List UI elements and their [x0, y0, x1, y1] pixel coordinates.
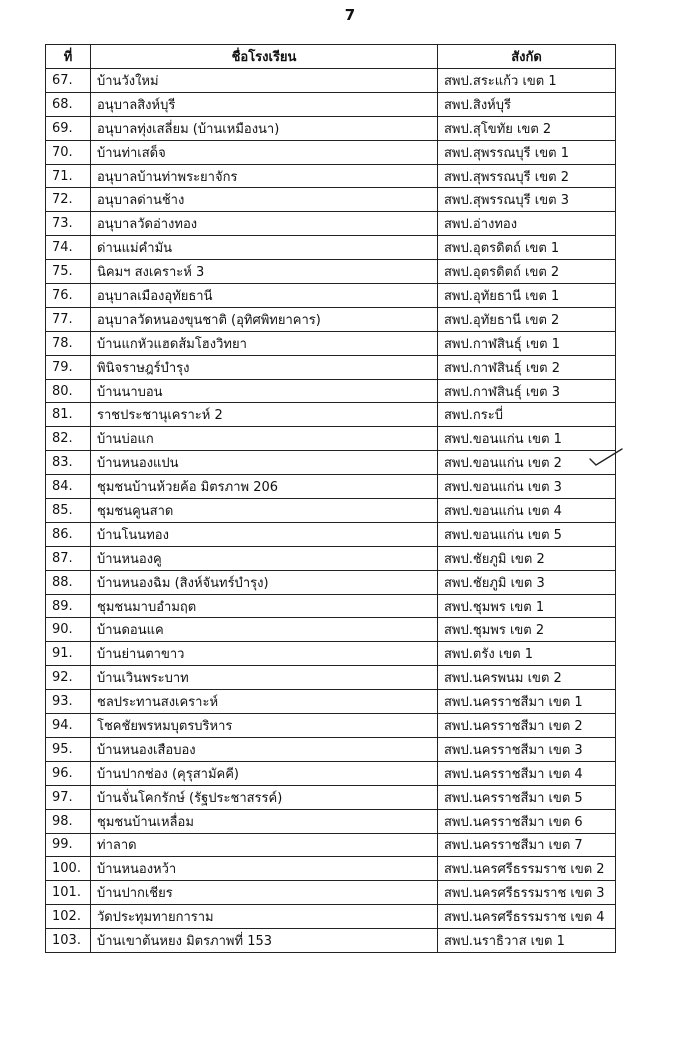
school-affiliation: สพป.นครราชสีมา เขต 2 — [438, 714, 616, 738]
table-row — [46, 475, 616, 499]
school-name: นิคมฯ สงเคราะห์ 3 — [91, 260, 438, 284]
school-name: บ้านแกหัวแฮดส้มโฮงวิทยา — [91, 331, 438, 355]
school-name: ชุมชนบ้านเหลื่อม — [91, 809, 438, 833]
table-row — [46, 188, 616, 212]
table-row — [46, 212, 616, 236]
school-affiliation: สพป.กาฬสินธุ์ เขต 3 — [438, 379, 616, 403]
school-affiliation: สพป.กาฬสินธุ์ เขต 2 — [438, 355, 616, 379]
school-name: อนุบาลสิงห์บุรี — [91, 92, 438, 116]
row-number: 79. — [46, 355, 91, 379]
school-name: อนุบาลด่านช้าง — [91, 188, 438, 212]
checkmark-icon — [588, 447, 624, 467]
school-affiliation: สพป.สุพรรณบุรี เขต 3 — [438, 188, 616, 212]
school-table — [45, 44, 616, 953]
school-name: บ้านนาบอน — [91, 379, 438, 403]
table-row — [46, 522, 616, 546]
row-number: 93. — [46, 690, 91, 714]
school-affiliation: สพป.นครศรีธรรมราช เขต 3 — [438, 881, 616, 905]
school-affiliation: สพป.ขอนแก่น เขต 3 — [438, 475, 616, 499]
table-row — [46, 570, 616, 594]
school-name: บ้านหนองแปน — [91, 451, 438, 475]
row-number: 97. — [46, 785, 91, 809]
table-row — [46, 881, 616, 905]
row-number: 82. — [46, 427, 91, 451]
school-name: บ้านดอนแค — [91, 618, 438, 642]
page-number: 7 — [344, 6, 356, 24]
table-row — [46, 236, 616, 260]
row-number: 80. — [46, 379, 91, 403]
school-name: อนุบาลทุ่งเสลี่ยม (บ้านเหมืองนา) — [91, 116, 438, 140]
table-row — [46, 666, 616, 690]
row-number: 72. — [46, 188, 91, 212]
school-name: อนุบาลวัดอ่างทอง — [91, 212, 438, 236]
row-number: 85. — [46, 499, 91, 523]
school-affiliation: สพป.อุทัยธานี เขต 1 — [438, 284, 616, 308]
school-affiliation: สพป.ชุมพร เขต 2 — [438, 618, 616, 642]
table-row — [46, 451, 616, 475]
school-affiliation: สพป.ขอนแก่น เขต 2 — [438, 451, 616, 475]
row-number: 95. — [46, 737, 91, 761]
school-affiliation: สพป.อ่างทอง — [438, 212, 616, 236]
table-row — [46, 69, 616, 93]
table-row — [46, 403, 616, 427]
table-row — [46, 355, 616, 379]
school-name: ชุมชนมาบอำมฤต — [91, 594, 438, 618]
school-name: บ้านหนองคู — [91, 546, 438, 570]
school-affiliation: สพป.นครศรีธรรมราช เขต 4 — [438, 905, 616, 929]
table-row — [46, 785, 616, 809]
row-number: 68. — [46, 92, 91, 116]
table-row — [46, 857, 616, 881]
row-number: 103. — [46, 929, 91, 953]
row-number: 87. — [46, 546, 91, 570]
row-number: 67. — [46, 69, 91, 93]
school-affiliation: สพป.นครราชสีมา เขต 5 — [438, 785, 616, 809]
table-row — [46, 260, 616, 284]
table-row — [46, 164, 616, 188]
school-name: บ้านปากช่อง (คุรุสามัคคี) — [91, 761, 438, 785]
school-affiliation: สพป.ขอนแก่น เขต 5 — [438, 522, 616, 546]
row-number: 77. — [46, 307, 91, 331]
row-number: 91. — [46, 642, 91, 666]
row-number: 73. — [46, 212, 91, 236]
row-number: 78. — [46, 331, 91, 355]
row-number: 81. — [46, 403, 91, 427]
table-row — [46, 642, 616, 666]
school-affiliation: สพป.สระแก้ว เขต 1 — [438, 69, 616, 93]
school-affiliation: สพป.อุทัยธานี เขต 2 — [438, 307, 616, 331]
row-number: 71. — [46, 164, 91, 188]
school-affiliation: สพป.นราธิวาส เขต 1 — [438, 929, 616, 953]
table-row — [46, 499, 616, 523]
school-affiliation: สพป.อุตรดิตถ์ เขต 2 — [438, 260, 616, 284]
table-header-row — [46, 45, 616, 69]
school-affiliation: สพป.อุตรดิตถ์ เขต 1 — [438, 236, 616, 260]
school-affiliation: สพป.ชัยภูมิ เขต 2 — [438, 546, 616, 570]
row-number: 89. — [46, 594, 91, 618]
school-affiliation: สพป.ขอนแก่น เขต 4 — [438, 499, 616, 523]
table-row — [46, 379, 616, 403]
table-row — [46, 690, 616, 714]
table-row — [46, 809, 616, 833]
school-affiliation: สพป.ชุมพร เขต 1 — [438, 594, 616, 618]
school-affiliation: สพป.ขอนแก่น เขต 1 — [438, 427, 616, 451]
school-name: อนุบาลบ้านท่าพระยาจักร — [91, 164, 438, 188]
header-no: ที่ — [46, 45, 91, 69]
school-affiliation: สพป.สุโขทัย เขต 2 — [438, 116, 616, 140]
row-number: 69. — [46, 116, 91, 140]
school-affiliation: สพป.นครราชสีมา เขต 1 — [438, 690, 616, 714]
school-name: บ้านหนองหว้า — [91, 857, 438, 881]
school-affiliation: สพป.สุพรรณบุรี เขต 2 — [438, 164, 616, 188]
table-row — [46, 284, 616, 308]
school-name: บ้านปากเชียร — [91, 881, 438, 905]
school-name: ด่านแม่คำมัน — [91, 236, 438, 260]
row-number: 86. — [46, 522, 91, 546]
row-number: 96. — [46, 761, 91, 785]
school-name: ชลประทานสงเคราะห์ — [91, 690, 438, 714]
school-name: โชคชัยพรหมบุตรบริหาร — [91, 714, 438, 738]
row-number: 74. — [46, 236, 91, 260]
school-name: บ้านบ่อแก — [91, 427, 438, 451]
school-affiliation: สพป.ชัยภูมิ เขต 3 — [438, 570, 616, 594]
school-name: บ้านวังใหม่ — [91, 69, 438, 93]
school-name: ชุมชนคูนสาด — [91, 499, 438, 523]
row-number: 101. — [46, 881, 91, 905]
school-affiliation: สพป.นครศรีธรรมราช เขต 2 — [438, 857, 616, 881]
row-number: 76. — [46, 284, 91, 308]
school-name: อนุบาลเมืองอุทัยธานี — [91, 284, 438, 308]
header-affiliation: สังกัด — [438, 45, 616, 69]
school-affiliation: สพป.นครราชสีมา เขต 3 — [438, 737, 616, 761]
row-number: 92. — [46, 666, 91, 690]
school-affiliation: สพป.กระบี่ — [438, 403, 616, 427]
row-number: 99. — [46, 833, 91, 857]
table-row — [46, 618, 616, 642]
school-name: บ้านโนนทอง — [91, 522, 438, 546]
school-name: ชุมชนบ้านห้วยค้อ มิตรภาพ 206 — [91, 475, 438, 499]
row-number: 84. — [46, 475, 91, 499]
school-affiliation: สพป.นครพนม เขต 2 — [438, 666, 616, 690]
school-name: บ้านท่าเสด็จ — [91, 140, 438, 164]
table-row — [46, 331, 616, 355]
school-name: บ้านจั่นโคกรักษ์ (รัฐประชาสรรค์) — [91, 785, 438, 809]
table-row — [46, 761, 616, 785]
table-row — [46, 714, 616, 738]
school-name: บ้านหนองเสือบอง — [91, 737, 438, 761]
table-row — [46, 140, 616, 164]
table-row — [46, 929, 616, 953]
school-name: ท่าลาด — [91, 833, 438, 857]
row-number: 94. — [46, 714, 91, 738]
row-number: 75. — [46, 260, 91, 284]
table-row — [46, 737, 616, 761]
row-number: 102. — [46, 905, 91, 929]
school-name: อนุบาลวัดหนองขุนชาติ (อุทิศพิทยาคาร) — [91, 307, 438, 331]
table-row — [46, 116, 616, 140]
school-affiliation: สพป.นครราชสีมา เขต 6 — [438, 809, 616, 833]
row-number: 83. — [46, 451, 91, 475]
row-number: 90. — [46, 618, 91, 642]
school-name: พินิจราษฎร์บำรุง — [91, 355, 438, 379]
school-name: วัดประทุมทายการาม — [91, 905, 438, 929]
school-name: บ้านเวินพระบาท — [91, 666, 438, 690]
table-row — [46, 905, 616, 929]
row-number: 98. — [46, 809, 91, 833]
school-name: ราชประชานุเคราะห์ 2 — [91, 403, 438, 427]
table-row — [46, 427, 616, 451]
table-row — [46, 546, 616, 570]
school-name: บ้านย่านตาขาว — [91, 642, 438, 666]
school-affiliation: สพป.สุพรรณบุรี เขต 1 — [438, 140, 616, 164]
school-affiliation: สพป.นครราชสีมา เขต 4 — [438, 761, 616, 785]
school-affiliation: สพป.กาฬสินธุ์ เขต 1 — [438, 331, 616, 355]
school-name: บ้านเขาต้นหยง มิตรภาพที่ 153 — [91, 929, 438, 953]
row-number: 70. — [46, 140, 91, 164]
table-row — [46, 594, 616, 618]
school-affiliation: สพป.นครราชสีมา เขต 7 — [438, 833, 616, 857]
table-row — [46, 307, 616, 331]
school-name: บ้านหนองฉิม (สิงห์จันทร์บำรุง) — [91, 570, 438, 594]
header-school-name: ชื่อโรงเรียน — [91, 45, 438, 69]
school-affiliation: สพป.สิงห์บุรี — [438, 92, 616, 116]
table-row — [46, 92, 616, 116]
row-number: 88. — [46, 570, 91, 594]
table-row — [46, 833, 616, 857]
row-number: 100. — [46, 857, 91, 881]
school-affiliation: สพป.ตรัง เขต 1 — [438, 642, 616, 666]
